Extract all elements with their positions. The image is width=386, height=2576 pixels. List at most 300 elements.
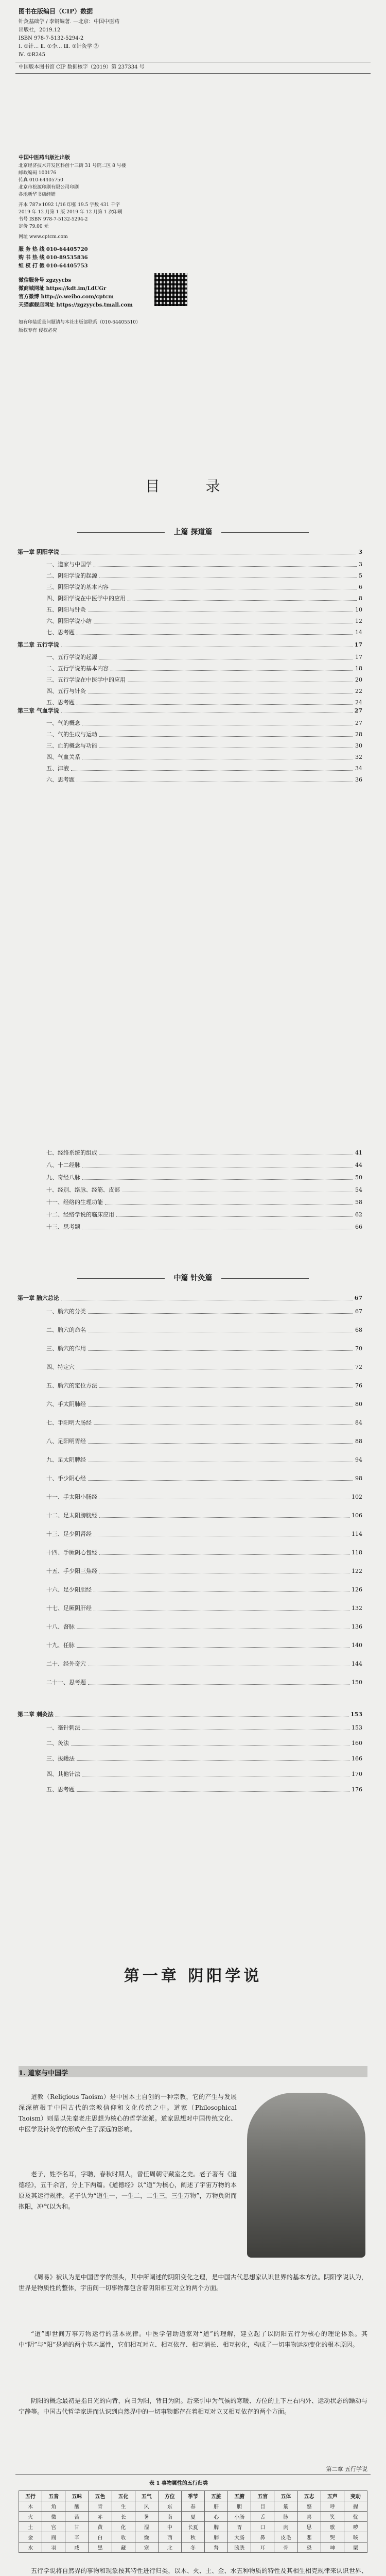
website[interactable]: 网址 www.cptcm.com — [19, 234, 68, 240]
table-cell: 暑 — [135, 2512, 158, 2522]
toc-item-page: 80 — [355, 1401, 362, 1408]
toc-item[interactable] — [46, 1161, 362, 1170]
table-cell: 风 — [135, 2501, 158, 2512]
table-cell: 歌 — [321, 2522, 344, 2532]
table-cell: 舌 — [251, 2512, 274, 2522]
toc-item-page: 76 — [355, 1382, 362, 1389]
toc-item-page: 67 — [355, 1308, 362, 1315]
toc-item[interactable] — [46, 1567, 362, 1575]
wechat: 微信服务号 zgzyycbs — [19, 278, 72, 283]
toc-chapter[interactable]: 第一章 阴阳学说 3 — [17, 549, 362, 555]
table-cell: 咳 — [344, 2532, 367, 2543]
table-row — [19, 2501, 367, 2512]
table-cell: 商 — [42, 2532, 65, 2543]
toc-item-label: 二、五行学说的基本内容 — [46, 665, 109, 672]
table-header-cell: 五气 — [135, 2491, 158, 2501]
toc-item[interactable] — [46, 595, 362, 603]
table-cell: 哭 — [321, 2532, 344, 2543]
distributor: 各地新华书店经销 — [19, 192, 56, 197]
toc-item-label: 二十、经外奇穴 — [46, 1660, 86, 1667]
table-cell: 呻 — [321, 2543, 344, 2553]
copyright-note: 版权专有 侵权必究 — [19, 328, 57, 333]
table-header-cell: 变动 — [344, 2491, 367, 2501]
fax: 传真 010-64405750 — [19, 178, 63, 183]
table-cell: 目 — [251, 2501, 274, 2512]
table-cell: 口 — [251, 2522, 274, 2532]
paragraph: 阴阳的概念最初是指日光的向背，向日为阳，背日为阴。后来引申为气候的寒暖、方位的上下左右内外、运动状态的躁动与宁静等。中国古代哲学家进而认识到自然界中的一切事物都存在着相互对立又相互依存的两个方面。 — [19, 2397, 367, 2415]
toc-item-label: 四、其他针法 — [46, 1771, 80, 1777]
toc-item-page: 94 — [355, 1456, 362, 1463]
toc-item-label: 一、毫针刺法 — [46, 1724, 80, 1731]
table-cell: 金 — [19, 2532, 42, 2543]
toc-item-label: 八、十二经脉 — [46, 1162, 80, 1168]
toc-item-label: 十七、足厥阴肝经 — [46, 1605, 92, 1612]
cip-heading: 图书在版编目（CIP）数据 — [19, 8, 93, 15]
table-cell: 南 — [158, 2512, 181, 2522]
cip-isbn: ISBN 978-7-5132-5294-2 — [19, 36, 84, 41]
toc-item[interactable] — [46, 1223, 362, 1231]
table-cell: 夏 — [181, 2512, 204, 2522]
table-header-cell: 五官 — [251, 2491, 274, 2501]
toc-item[interactable] — [46, 1437, 362, 1446]
table-cell: 皮毛 — [274, 2532, 297, 2543]
toc-item-page: 106 — [352, 1512, 362, 1519]
toc-chapter[interactable]: 第三章 气血学说 27 — [17, 707, 362, 714]
table-cell: 火 — [19, 2512, 42, 2522]
part-title: 上篇 探道篇 — [173, 528, 213, 536]
toc-item[interactable] — [46, 731, 362, 739]
table-row — [19, 2543, 367, 2553]
table-row — [19, 2512, 367, 2522]
table-cell: 湿 — [135, 2522, 158, 2532]
toc-chapter-label: 第一章 腧穴总论 — [17, 1295, 59, 1301]
toc-item-label: 六、阴阳学说小结 — [46, 618, 92, 624]
toc-item[interactable] — [46, 1493, 362, 1501]
toc-item[interactable] — [46, 1755, 362, 1763]
toc-item[interactable] — [46, 606, 362, 614]
table-cell: 脉 — [274, 2512, 297, 2522]
toc-item[interactable] — [46, 617, 362, 625]
toc-item-page: 84 — [355, 1419, 362, 1426]
table-header-cell: 五化 — [112, 2491, 135, 2501]
table-cell: 喜 — [297, 2512, 321, 2522]
toc-item-label: 十五、手少阳三焦经 — [46, 1568, 97, 1574]
toc-item[interactable] — [46, 665, 362, 673]
toc-item-label: 二、腧穴的命名 — [46, 1327, 86, 1333]
divider — [15, 73, 371, 74]
toc-item-page: 176 — [352, 1786, 362, 1793]
toc-chapter[interactable]: 第二章 刺灸法 153 — [17, 1711, 362, 1718]
table-cell: 化 — [112, 2522, 135, 2532]
table-cell: 栗 — [344, 2543, 367, 2553]
toc-item-label: 五、思考题 — [46, 699, 75, 706]
publisher: 中国中医药出版社出版 — [19, 155, 70, 161]
toc-item-page: 14 — [355, 629, 362, 636]
toc-item-page: 70 — [355, 1345, 362, 1352]
toc-item-label: 三、五行学说在中医学中的应用 — [46, 676, 126, 683]
table-cell: 肝 — [205, 2501, 228, 2512]
table-cell: 甘 — [65, 2522, 89, 2532]
toc-page-2 — [0, 1118, 386, 1901]
toc-item[interactable] — [46, 1475, 362, 1483]
toc-item-page: 166 — [352, 1755, 362, 1762]
toc-title: 目 录 — [145, 478, 241, 495]
toc-item[interactable] — [46, 1586, 362, 1594]
toc-item-label: 十六、足少阳胆经 — [46, 1586, 92, 1593]
toc-item[interactable] — [46, 1326, 362, 1334]
table-cell: 黄 — [89, 2522, 112, 2532]
toc-item[interactable] — [46, 687, 362, 696]
toc-item-page: 54 — [355, 1187, 362, 1193]
toc-item-page: 170 — [352, 1771, 362, 1777]
table-cell: 胆 — [228, 2501, 251, 2512]
paragraph: 老子，姓李名耳，字聃，春秋时期人，曾任周朝守藏室之史。老子著有《道德经》，五千余言，分上下两篇。《道德经》以“道”为核心，阐述了宇宙万物的本原及其运行规律。老子认为“道生一，一生二，二生三，三生万物”，万物负阴而抱阳，冲气以为和。 — [19, 2171, 237, 2210]
toc-item-label: 三、拔罐法 — [46, 1755, 75, 1762]
table-cell: 酸 — [65, 2501, 89, 2512]
toc-item-page: 66 — [355, 1224, 362, 1230]
toc-item-label: 二、阴阳学说的起源 — [46, 572, 97, 579]
toc-item-label: 七、思考题 — [46, 629, 75, 636]
part-heading — [31, 1273, 355, 1283]
quality-note: 如有印装质量问题请与本社出版部联系（010-64405510） — [19, 320, 141, 325]
table-header-cell: 五色 — [89, 2491, 112, 2501]
toc-item[interactable] — [46, 719, 362, 727]
toc-item-page: 136 — [352, 1623, 362, 1630]
table-cell: 宫 — [42, 2522, 65, 2532]
toc-item[interactable] — [46, 572, 362, 580]
microshop-url[interactable]: 微商城网址 https://kdt.im/LdUGr — [19, 286, 107, 292]
toc-item-page: 41 — [355, 1149, 362, 1156]
toc-item-page: 44 — [355, 1162, 362, 1168]
toc-item-page: 68 — [355, 1327, 362, 1333]
toc-item-label: 四、特定穴 — [46, 1364, 75, 1370]
toc-item[interactable] — [46, 1549, 362, 1557]
table-header-cell: 五志 — [297, 2491, 321, 2501]
spec: 开本 787×1092 1/16 印张 19.5 字数 431 千字 — [19, 202, 120, 208]
toc-item[interactable] — [46, 1739, 362, 1748]
toc-item-page: 32 — [355, 754, 362, 760]
table-title: 表 1 事物属性的五行归类 — [149, 2481, 208, 2486]
toc-item[interactable] — [46, 561, 362, 569]
toc-item-page: 20 — [355, 676, 362, 683]
table-cell: 大肠 — [228, 2532, 251, 2543]
table-cell: 鼻 — [251, 2532, 274, 2543]
cip-record: 中国版本图书馆 CIP 数据核字（2019）第 237334 号 — [19, 64, 145, 70]
paragraph: “道”即世间万事万物运行的基本规律。中医学借助道家对“道”的理解，建立起了以阴阳五行为核心的理论体系。其中“阴”与“阳”是道的两个基本属性，它们相互对立、相互依存、相互消长、相互转化，构成了一切事物运动变化的根本原因。 — [19, 2330, 367, 2348]
table-cell: 筋 — [274, 2501, 297, 2512]
toc-item-page: 126 — [352, 1586, 362, 1593]
part-title: 中篇 针灸篇 — [173, 1274, 213, 1282]
toc-item[interactable] — [46, 1623, 362, 1631]
toc-item-page: 102 — [352, 1494, 362, 1500]
table-cell: 东 — [158, 2501, 181, 2512]
table-header-cell: 五声 — [321, 2491, 344, 2501]
section-bar — [19, 2066, 367, 2077]
toc-item-page: 17 — [355, 654, 362, 660]
toc-item-label: 十二、足太阳膀胱经 — [46, 1512, 97, 1519]
toc-item[interactable] — [46, 776, 362, 784]
divider — [15, 2474, 371, 2475]
weibo-url[interactable]: 官方微博 http://e.weibo.com/cptcm — [19, 294, 114, 300]
toc-item-label: 四、五行与针灸 — [46, 688, 86, 694]
table-cell: 木 — [19, 2501, 42, 2512]
table-cell: 哕 — [344, 2522, 367, 2532]
toc-item-page: 27 — [355, 720, 362, 726]
toc-item[interactable] — [46, 676, 362, 684]
table-cell: 藏 — [112, 2543, 135, 2553]
toc-item-label: 五、思考题 — [46, 1786, 75, 1793]
toc-item[interactable] — [46, 753, 362, 761]
toc-item-page: 72 — [355, 1364, 362, 1370]
toc-chapter-label: 第一章 阴阳学说 — [17, 549, 59, 555]
toc-item[interactable] — [46, 1512, 362, 1520]
toc-item-label: 十九、任脉 — [46, 1642, 75, 1649]
qr-code-icon — [154, 273, 187, 306]
table-header-cell: 五体 — [274, 2491, 297, 2501]
table-cell: 膀胱 — [228, 2543, 251, 2553]
toc-item-label: 五、阴阳与针灸 — [46, 606, 86, 613]
toc-item[interactable] — [46, 1641, 362, 1650]
table-cell: 羽 — [42, 2543, 65, 2553]
table-cell: 燥 — [135, 2532, 158, 2543]
table-cell: 小肠 — [228, 2512, 251, 2522]
table-header-cell: 五行 — [19, 2491, 42, 2501]
hotline-antipiracy: 维 权 打 假 010-64405753 — [19, 263, 88, 269]
toc-item-page: 30 — [355, 742, 362, 749]
toc-item[interactable] — [46, 699, 362, 707]
toc-item[interactable] — [46, 1400, 362, 1409]
table-row — [19, 2522, 367, 2532]
toc-item[interactable] — [46, 1724, 362, 1732]
toc-item-page: 5 — [359, 572, 362, 579]
toc-item[interactable] — [46, 1679, 362, 1687]
cip-line: 针灸基础学 / 李钢编著. —北京：中国中医药 — [19, 19, 120, 25]
table-cell: 青 — [89, 2501, 112, 2512]
toc-item-page: 50 — [355, 1174, 362, 1181]
toc-item-page: 118 — [352, 1549, 362, 1556]
toc-item[interactable] — [46, 742, 362, 750]
toc-item-label: 五、腧穴的定位方法 — [46, 1382, 97, 1389]
toc-item-page: 144 — [352, 1660, 362, 1667]
toc-item-label: 三、阴阳学说的基本内容 — [46, 584, 109, 590]
toc-item-page: 114 — [352, 1531, 362, 1537]
table-row — [19, 2532, 367, 2543]
toc-item-label: 十八、督脉 — [46, 1623, 75, 1630]
table-cell: 心 — [205, 2512, 228, 2522]
table-cell: 忧 — [344, 2512, 367, 2522]
toc-chapter-label: 第三章 气血学说 — [17, 707, 59, 714]
table-cell: 思 — [297, 2522, 321, 2532]
table-cell: 握 — [344, 2501, 367, 2512]
toc-item[interactable] — [46, 1456, 362, 1464]
toc-item-page: 3 — [359, 561, 362, 568]
table-cell: 北 — [158, 2543, 181, 2553]
toc-item-label: 二十一、思考题 — [46, 1679, 86, 1686]
toc-item-label: 二、气的生成与运动 — [46, 731, 97, 738]
toc-item-page: 150 — [352, 1679, 362, 1686]
toc-item-label: 九、足太阴脾经 — [46, 1456, 86, 1463]
table-cell: 怒 — [297, 2501, 321, 2512]
toc-page-1 — [0, 439, 386, 1118]
toc-item[interactable] — [46, 1186, 362, 1194]
table-cell: 恐 — [297, 2543, 321, 2553]
toc-item-label: 十、手少阴心经 — [46, 1475, 86, 1482]
table-cell: 黑 — [89, 2543, 112, 2553]
toc-chapter-label: 第二章 刺灸法 — [17, 1711, 54, 1718]
toc-item-label: 十三、足少阴肾经 — [46, 1531, 92, 1537]
toc-item-page: 34 — [355, 765, 362, 772]
table-cell: 土 — [19, 2522, 42, 2532]
toc-item-page: 28 — [355, 731, 362, 738]
toc-item-page: 18 — [355, 665, 362, 672]
cip-line: Ⅳ. ①R245 — [19, 52, 45, 58]
table-cell: 耳 — [251, 2543, 274, 2553]
table-header-cell: 五味 — [65, 2491, 89, 2501]
toc-item[interactable] — [46, 1419, 362, 1427]
table-cell: 悲 — [297, 2532, 321, 2543]
table-cell: 苦 — [65, 2512, 89, 2522]
five-elements-table — [19, 2490, 367, 2553]
table-cell: 中 — [158, 2522, 181, 2532]
toc-item-label: 一、气的概念 — [46, 720, 80, 726]
toc-item[interactable] — [46, 653, 362, 662]
table-cell: 秋 — [181, 2532, 204, 2543]
table-cell: 辛 — [65, 2532, 89, 2543]
toc-item-page: 58 — [355, 1199, 362, 1206]
table-header-cell: 方位 — [158, 2491, 181, 2501]
table-cell: 呼 — [321, 2501, 344, 2512]
toc-item-label: 一、腧穴的分类 — [46, 1308, 86, 1315]
toc-item-label: 七、手阳明大肠经 — [46, 1419, 92, 1426]
table-header-cell: 五腑 — [228, 2491, 251, 2501]
toc-item-label: 十、经别、络脉、经筋、皮部 — [46, 1187, 120, 1193]
toc-item-page: 24 — [355, 699, 362, 706]
toc-item[interactable] — [46, 1174, 362, 1182]
table-cell: 生 — [112, 2501, 135, 2512]
toc-item-page: 153 — [352, 1724, 362, 1731]
toc-item-page: 140 — [352, 1642, 362, 1649]
chapter-page — [0, 1901, 386, 2576]
table-cell: 脾 — [205, 2522, 228, 2532]
toc-item-label: 十二、经络学说的临床应用 — [46, 1211, 114, 1218]
toc-item-label: 四、气血关系 — [46, 754, 80, 760]
toc-item[interactable] — [46, 1786, 362, 1794]
toc-item[interactable] — [46, 1211, 362, 1219]
table-cell: 骨 — [274, 2543, 297, 2553]
running-head: 第二章 五行学说 — [326, 2466, 367, 2472]
toc-chapter[interactable]: 第一章 腧穴总论 67 — [17, 1295, 362, 1301]
toc-item-label: 五、津液 — [46, 765, 69, 772]
table-cell: 角 — [42, 2501, 65, 2512]
table-cell: 肺 — [205, 2532, 228, 2543]
chapter-title: 第一章 阴阳学说 — [124, 1967, 262, 1985]
toc-item-page: 122 — [352, 1568, 362, 1574]
table-header-cell: 五脏 — [205, 2491, 228, 2501]
edition: 2019 年 12 月第 1 版 2019 年 12 月第 1 次印刷 — [19, 210, 122, 215]
toc-item-page: 22 — [355, 688, 362, 694]
postcode: 邮政编码 100176 — [19, 171, 57, 176]
toc-item-label: 三、血的概念与功能 — [46, 742, 97, 749]
toc-item[interactable] — [46, 1149, 362, 1157]
toc-item-page: 10 — [355, 606, 362, 613]
toc-item-label: 八、足阳明胃经 — [46, 1438, 86, 1445]
isbn: 书号 ISBN 978-7-5132-5294-2 — [19, 217, 88, 222]
toc-item-page: 160 — [352, 1740, 362, 1747]
toc-item-label: 十三、思考题 — [46, 1224, 80, 1230]
table-cell: 赤 — [89, 2512, 112, 2522]
toc-item-page: 8 — [359, 595, 362, 602]
toc-chapter-label: 第二章 五行学说 — [17, 641, 59, 648]
laozi-statue-icon — [247, 2093, 365, 2258]
publisher-address: 北京经济技术开发区科创十三街 31 号院二区 8 号楼 — [19, 163, 126, 168]
toc-item-page: 6 — [359, 584, 362, 590]
toc-item[interactable] — [46, 765, 362, 773]
printer: 北京市松源印刷有限公司印刷 — [19, 185, 79, 190]
toc-item[interactable] — [46, 1363, 362, 1371]
toc-item[interactable] — [46, 1345, 362, 1353]
toc-item[interactable] — [46, 583, 362, 591]
table-cell: 寒 — [135, 2543, 158, 2553]
table-cell: 笑 — [321, 2512, 344, 2522]
table-cell: 咸 — [65, 2543, 89, 2553]
toc-item-page: 132 — [352, 1605, 362, 1612]
table-cell: 春 — [181, 2501, 204, 2512]
paragraph: 道教（Religious Taoism）是中国本土自创的一种宗教，它的产生与发展深深植根于中国古代的宗教信仰和文化传统之中。道家（Philosophical Taoism）则是以先秦老庄思想为核心的哲学流派。道家思想对中国传统文化、中医学及针灸学的形成产生了深远的影响。 — [19, 2093, 237, 2133]
table-cell: 胃 — [228, 2522, 251, 2532]
toc-item-page: 36 — [355, 776, 362, 783]
table-cell: 长 — [112, 2512, 135, 2522]
toc-item-label: 四、阴阳学说在中医学中的应用 — [46, 595, 126, 602]
toc-chapter[interactable]: 第二章 五行学说 17 — [17, 641, 362, 648]
table-header-cell: 季节 — [181, 2491, 204, 2501]
toc-item[interactable] — [46, 1770, 362, 1778]
cip-line: Ⅰ. ①针… Ⅱ. ①李… Ⅲ. ①针灸学 ② — [19, 44, 99, 49]
toc-item-label: 三、腧穴的作用 — [46, 1345, 86, 1352]
toc-item-label: 十一、经络的生理功能 — [46, 1199, 103, 1206]
table-header-cell: 五音 — [42, 2491, 65, 2501]
toc-item[interactable] — [46, 1660, 362, 1668]
toc-item-label: 十四、手厥阴心包经 — [46, 1549, 97, 1556]
toc-item[interactable] — [46, 629, 362, 637]
cip-line: 出版社，2019.12 — [19, 27, 61, 33]
hotline-purchase: 购 书 热 线 010-89535836 — [19, 255, 88, 261]
table-cell: 徵 — [42, 2512, 65, 2522]
toc-item-label: 二、灸法 — [46, 1740, 69, 1747]
part-heading — [31, 527, 355, 537]
toc-item-page: 62 — [355, 1211, 362, 1218]
paragraph: 《周易》被认为是中国哲学的源头，其中所阐述的阴阳变化之理，是中国古代思想家认识世界的基本方法。阴阳学说认为，世界是物质性的整体，宇宙间一切事物都包含着阴阳相互对立的两个方面。 — [19, 2274, 367, 2292]
toc-item-page: 98 — [355, 1475, 362, 1482]
toc-item[interactable] — [46, 1604, 362, 1613]
toc-item[interactable] — [46, 1308, 362, 1316]
toc-item-page: 88 — [355, 1438, 362, 1445]
tmall-url[interactable]: 天猫旗舰店网址 https://zgzyycbs.tmall.com — [19, 302, 133, 308]
toc-item-label: 七、经络系统的组成 — [46, 1149, 97, 1156]
table-cell: 白 — [89, 2532, 112, 2543]
toc-item[interactable] — [46, 1382, 362, 1390]
toc-item-page: 12 — [355, 618, 362, 624]
toc-item[interactable] — [46, 1198, 362, 1207]
table-cell: 收 — [112, 2532, 135, 2543]
section-heading: 1. 道家与中国学 — [19, 2070, 68, 2077]
price: 定价 79.00 元 — [19, 224, 49, 229]
toc-item-label: 六、思考题 — [46, 776, 75, 783]
toc-item-label: 一、道家与中国学 — [46, 561, 92, 568]
table-cell: 水 — [19, 2543, 42, 2553]
toc-item[interactable] — [46, 1530, 362, 1538]
table-cell: 西 — [158, 2532, 181, 2543]
toc-item-label: 六、手太阴肺经 — [46, 1401, 86, 1408]
